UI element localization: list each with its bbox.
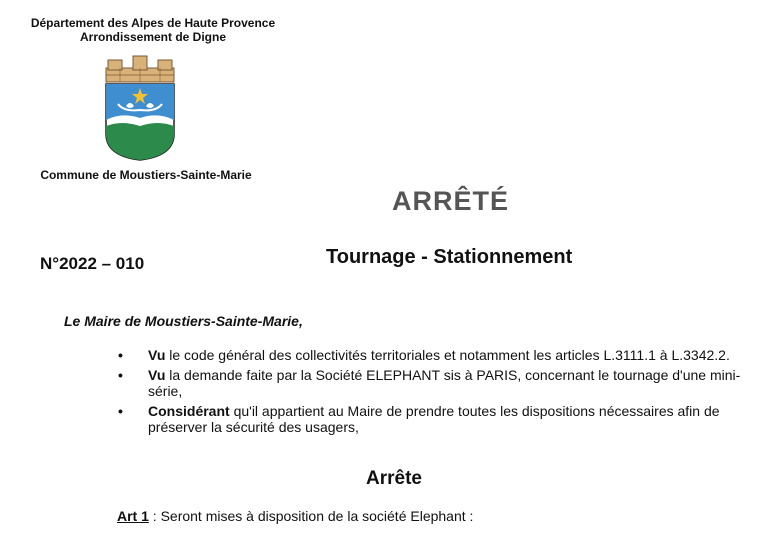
mayor-line: Le Maire de Moustiers-Sainte-Marie, (64, 313, 303, 329)
decision-heading: Arrête (366, 468, 422, 489)
crown-icon (106, 56, 174, 82)
department-header (28, 16, 278, 44)
article-text: : Seront mises à disposition de la société Elephant : (148, 508, 474, 524)
clause-text: qu'il appartient au Maire de prendre toutes les dispositions nécessaires afin de préserver la sécurité des usagers, (148, 403, 720, 435)
article-label: Art 1 (117, 508, 149, 524)
bullet-icon: • (118, 347, 123, 363)
bullet-icon: • (118, 367, 123, 383)
decree-number: N°2022 – 010 (40, 254, 145, 273)
shield-icon (106, 84, 174, 160)
clause-item (118, 403, 748, 435)
clause-text: la demande faite par la Société ELEPHANT sis à PARIS, concernant le tournage d'une mini-série, (148, 367, 741, 399)
clause-item (118, 367, 748, 399)
clause-keyword: Considérant (148, 403, 230, 419)
commune-name: Commune de Moustiers-Sainte-Marie (40, 168, 252, 182)
coat-of-arms-icon (100, 54, 180, 162)
clause-keyword: Vu (148, 367, 166, 383)
decree-subject: Tournage - Stationnement (326, 246, 573, 268)
clause-keyword: Vu (148, 347, 166, 363)
clause-list (118, 347, 748, 439)
department-name: Département des Alpes de Haute Provence (30, 16, 276, 30)
bullet-icon: • (118, 403, 123, 419)
arrondissement-name: Arrondissement de Digne (79, 30, 227, 44)
clause-item (118, 347, 748, 363)
document-title: ARRÊTÉ (392, 186, 510, 216)
article-1 (117, 508, 473, 524)
clause-text: le code général des collectivités territoriales et notamment les articles L.3111.1 à L.3342.2. (165, 347, 730, 363)
